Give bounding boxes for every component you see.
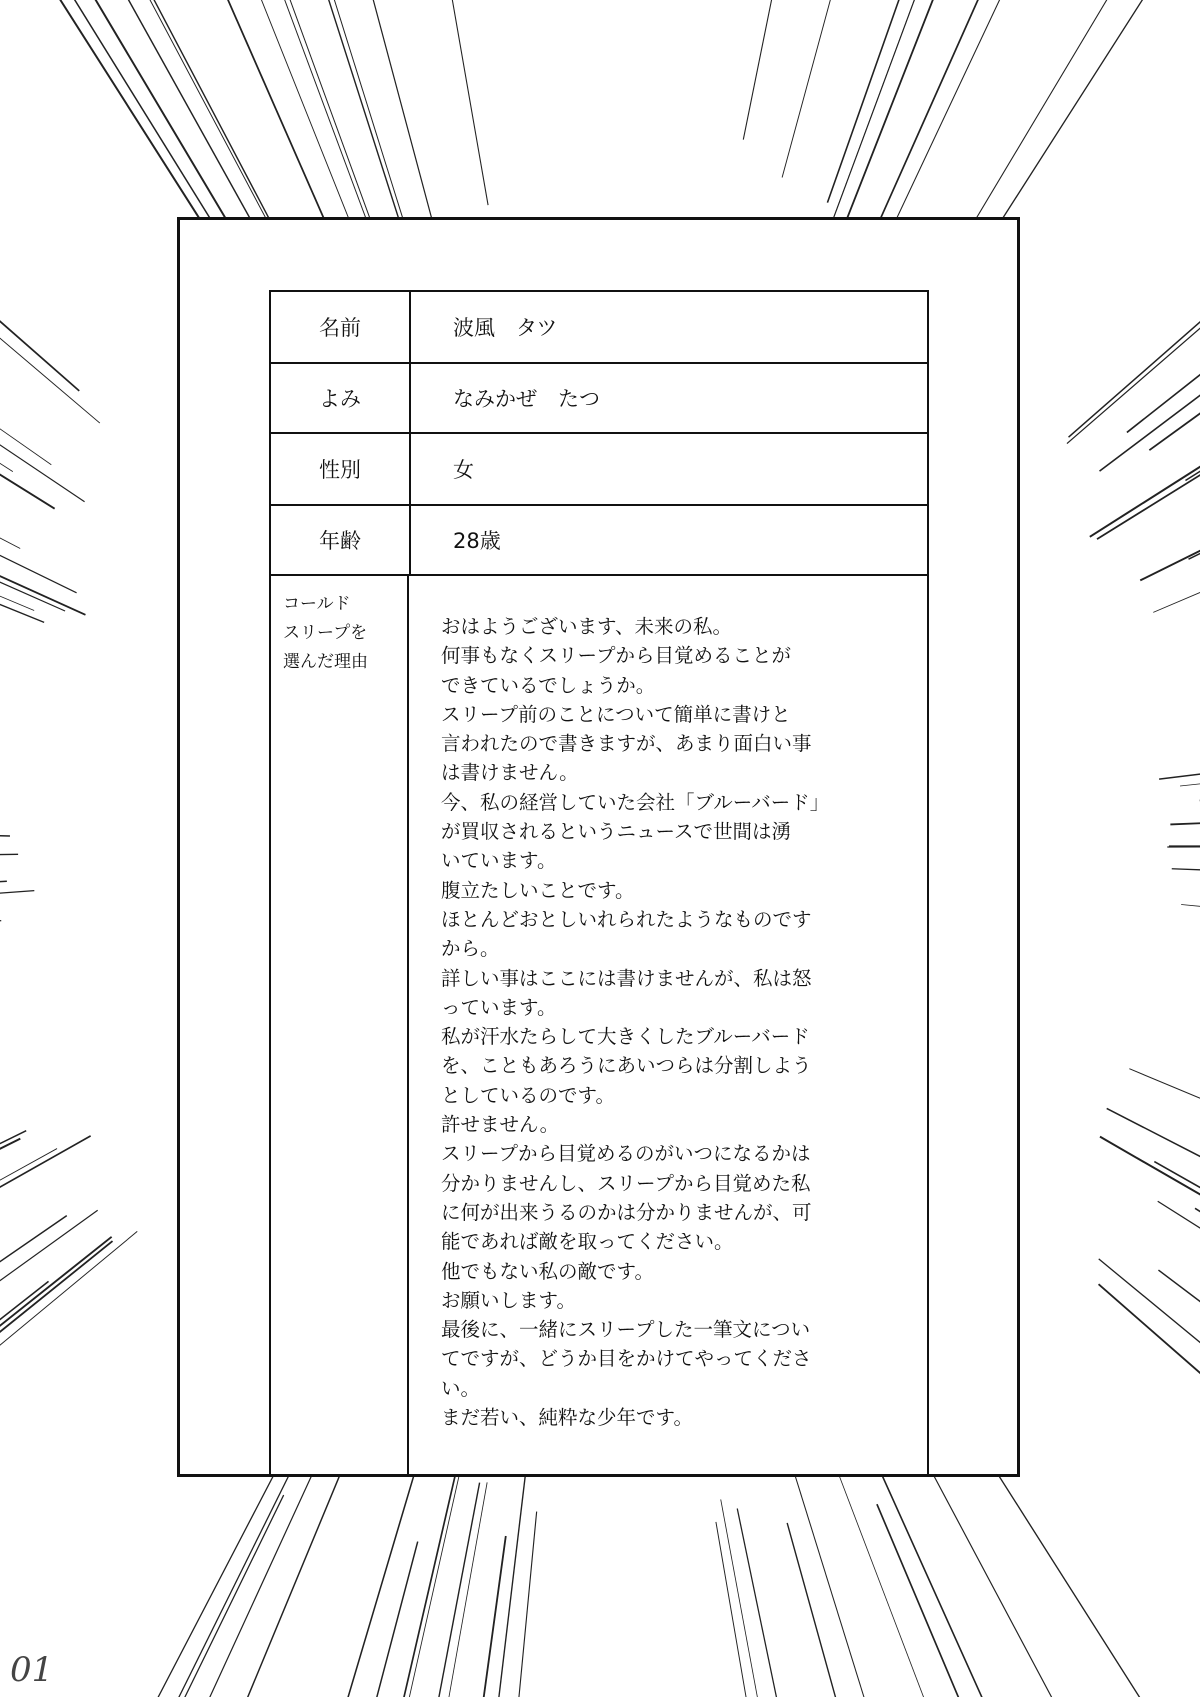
speed-line (1154, 1162, 1200, 1496)
letter-line: としているのです。 (441, 1083, 615, 1107)
reason-label-line: コールド (283, 594, 351, 614)
page-number: 01 (10, 1650, 54, 1690)
letter-line: 何事もなくスリープから目覚めることが (441, 644, 792, 668)
speed-line (0, 921, 1, 1005)
letter-line: 最後に、一緒にスリープした一筆文につい (441, 1318, 811, 1342)
speed-line (1097, 153, 1200, 539)
speed-line (1100, 52, 1200, 472)
speed-line (346, 1483, 480, 1697)
reading-row (271, 364, 927, 434)
reason-label-line: スリープを (283, 623, 368, 643)
gender-row (271, 434, 927, 506)
speed-line (0, 112, 85, 501)
letter-line: は書けません。 (441, 761, 579, 785)
reason-column-divider (407, 576, 409, 1477)
speed-line (877, 1504, 1127, 1697)
profile-sheet (269, 290, 929, 1477)
speed-line (0, 1237, 112, 1673)
speed-line (0, 0, 216, 244)
speed-line (97, 0, 353, 230)
speed-line (1158, 1270, 1200, 1645)
speed-line (1181, 904, 1200, 973)
speed-line (0, 307, 85, 615)
letter-line: まだ若い、純粋な少年です。 (441, 1406, 693, 1430)
age-label: 年齢 (271, 506, 411, 574)
letter-line: 許せません。 (441, 1113, 560, 1137)
speed-line (1137, 1158, 1200, 1506)
speed-line (1170, 794, 1200, 824)
speed-line (415, 1536, 506, 1697)
letter-line: 能であれば敵を取ってください。 (441, 1230, 734, 1254)
speed-line (0, 1149, 57, 1485)
speed-line (0, 854, 18, 862)
name-row (271, 292, 927, 364)
speed-line (0, 0, 100, 423)
speed-line (737, 1509, 877, 1697)
speed-line (743, 0, 870, 140)
letter-line: 詳しい事はここには書けませんが、私は怒 (441, 966, 812, 990)
speed-line (716, 1522, 831, 1697)
letter-line: っています。 (441, 995, 557, 1019)
speed-line (0, 273, 77, 593)
letter-line: お願いします。 (441, 1288, 576, 1312)
speed-line (782, 0, 956, 178)
speed-line (1172, 869, 1200, 895)
age-row (271, 506, 927, 576)
speed-line (1140, 266, 1200, 581)
speed-line (0, 317, 65, 611)
speed-line (721, 1499, 849, 1697)
speed-line (0, 92, 51, 465)
letter-line: い。 (441, 1376, 481, 1400)
speed-line (1100, 1137, 1200, 1506)
letter-line: ほとんどおとしいれられたようなものです (441, 907, 812, 931)
speed-line (0, 245, 20, 548)
letter-line: てですが、どうか目をかけてやってくださ (441, 1347, 812, 1371)
letter-line: できているでしょうか。 (441, 673, 656, 697)
speed-line (1099, 1259, 1200, 1691)
letter-line: を、こともあろうにあいつらは分割しよう (441, 1054, 812, 1078)
speed-line (254, 1542, 418, 1697)
letter-line: に何が出来うるのかは分かりませんが、可 (441, 1200, 812, 1224)
speed-line (0, 137, 13, 472)
speed-line (294, 1453, 461, 1697)
letter-line: いています。 (441, 849, 557, 873)
letter-line: 腹立たしいことです。 (441, 878, 635, 902)
gender-value: 女 (453, 458, 474, 482)
letter-line: おはようございます、未来の私。 (441, 615, 732, 638)
letter-line: 今、私の経営していた会社「ブルーバード」 (441, 790, 830, 814)
speed-line (0, 152, 55, 509)
name-label: 名前 (271, 292, 411, 362)
speed-line (249, 0, 436, 232)
age-value: 28歳 (453, 529, 501, 553)
speed-line (1107, 1108, 1200, 1448)
speed-line (1127, 28, 1200, 432)
speed-line (1169, 844, 1200, 847)
letter-line: スリープ前のことについて簡単に書けと (441, 702, 791, 726)
speed-line (0, 1210, 98, 1621)
speed-line (470, 1512, 536, 1697)
letter-line: から。 (441, 937, 500, 961)
speed-line (1090, 141, 1200, 536)
speed-line (787, 1523, 963, 1697)
speed-line (0, 891, 34, 946)
speed-line (0, 822, 10, 836)
reading-label: よみ (271, 364, 411, 432)
speed-line (0, 1139, 20, 1437)
name-value: 波風 タツ (453, 316, 558, 340)
speed-line (213, 1442, 424, 1697)
speed-line (837, 0, 1096, 245)
reason-letter (441, 612, 921, 1432)
gender-label: 性別 (271, 434, 411, 504)
speed-line (1159, 689, 1200, 779)
letter-line: が買収されるというニュースで世間は湧 (441, 820, 792, 844)
speed-line (0, 0, 79, 391)
letter-line: 私が汗水たらして大きくしたブルーバード (441, 1025, 810, 1049)
speed-line (1129, 1069, 1200, 1352)
speed-line (0, 0, 282, 248)
speed-line (81, 1449, 351, 1697)
speed-line (1158, 1201, 1200, 1553)
speed-line (1149, 73, 1200, 450)
speed-line (1067, 0, 1200, 444)
reading-value: なみかぜ たつ (453, 387, 600, 411)
speed-line (1185, 148, 1200, 481)
speed-line (0, 881, 7, 921)
letter-line: 他でもない私の敵です。 (441, 1259, 654, 1283)
speed-line (1099, 1284, 1200, 1697)
letter-line: スリープから目覚めるのがいつになるかは (441, 1142, 811, 1166)
reason-label (283, 590, 403, 677)
speed-line (827, 0, 1051, 203)
letter-line: 分かりませんし、スリープから目覚めた私 (441, 1171, 811, 1195)
speed-line (0, 1231, 137, 1693)
letter-line: 言われたので書きますが、あまり面白い事 (441, 732, 812, 756)
reason-label-line: 選んだ理由 (283, 652, 368, 672)
speed-line (1069, 0, 1200, 437)
